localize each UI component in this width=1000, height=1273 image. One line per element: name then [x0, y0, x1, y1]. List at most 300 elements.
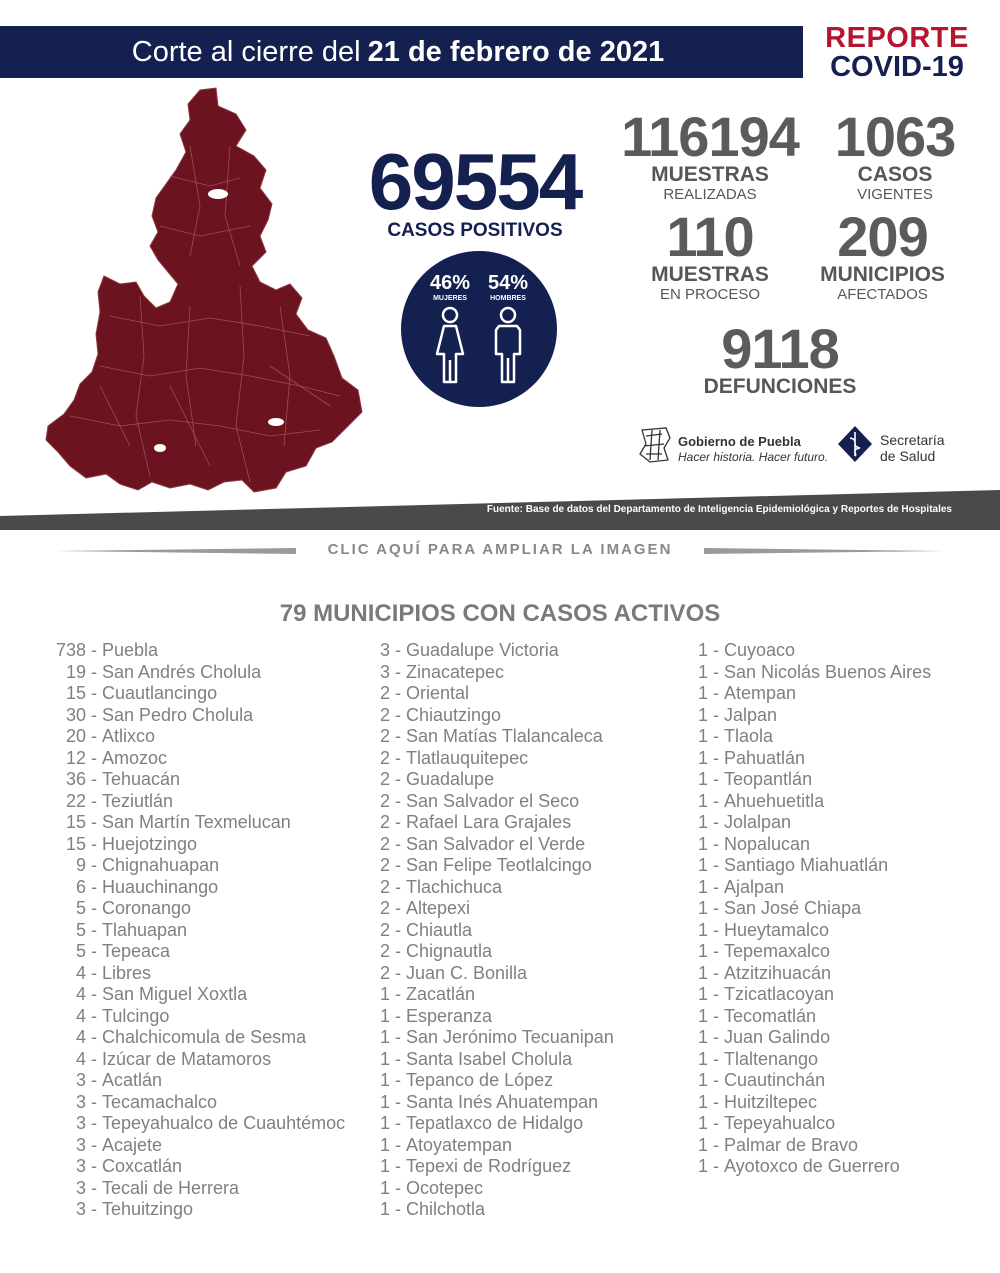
municipality-name: Tlahuapan — [102, 919, 188, 940]
stat-pending-label1: MUESTRAS — [651, 263, 769, 286]
municipality-name: Amozoc — [102, 747, 168, 768]
separator: - — [390, 683, 406, 703]
municipality-row — [44, 748, 345, 770]
separator: - — [708, 919, 724, 940]
stat-deaths-label1: DEFUNCIONES — [703, 375, 857, 398]
municipality-count: 4 — [75, 1048, 86, 1069]
report-badge — [812, 24, 982, 82]
separator: - — [390, 1027, 406, 1047]
municipality-count: 1 — [697, 1005, 708, 1026]
women-percent: 46% — [429, 272, 471, 294]
separator: - — [708, 898, 724, 918]
municipality-count: 1 — [697, 704, 708, 725]
municipality-count: 1 — [379, 1027, 390, 1047]
municipality-count: 1 — [697, 747, 708, 768]
municipality-count: 1 — [697, 962, 708, 983]
municipality-name: San José Chiapa — [724, 898, 862, 918]
municipality-count: 1 — [697, 661, 708, 682]
municipality-name: Cuautlancingo — [102, 683, 218, 703]
municipality-row — [358, 1027, 614, 1049]
separator: - — [86, 683, 102, 703]
municipality-row — [44, 640, 345, 662]
secretaria-salud-line2: de Salud — [880, 448, 936, 464]
municipality-name: Altepexi — [406, 898, 471, 918]
separator: - — [708, 876, 724, 897]
separator: - — [86, 1048, 102, 1069]
municipality-count: 2 — [379, 919, 390, 940]
municipality-name: San Pedro Cholula — [102, 704, 254, 725]
separator: - — [86, 1199, 102, 1219]
municipality-count: 1 — [697, 812, 708, 832]
municipality-row — [358, 662, 614, 684]
separator: - — [86, 661, 102, 682]
municipality-row — [694, 769, 931, 791]
municipality-name: Tepeaca — [102, 941, 171, 961]
municipality-name: Tlaltenango — [724, 1048, 819, 1069]
municipality-count: 1 — [697, 876, 708, 897]
municipality-count: 3 — [75, 1091, 86, 1112]
separator: - — [708, 1134, 724, 1155]
municipality-name: Santiago Miahuatlán — [724, 855, 889, 875]
municipality-count: 5 — [75, 898, 86, 918]
municipality-name: San Felipe Teotlalcingo — [406, 855, 592, 875]
separator: - — [86, 726, 102, 746]
logos — [636, 420, 976, 470]
separator: - — [86, 962, 102, 983]
municipality-count: 1 — [697, 1091, 708, 1112]
separator: - — [708, 1048, 724, 1069]
zoom-link-text: CLIC AQUÍ PARA AMPLIAR LA IMAGEN — [327, 541, 673, 558]
separator: - — [390, 790, 406, 811]
stat-samples-label2: REALIZADAS — [663, 186, 757, 203]
municipality-row — [44, 1006, 345, 1028]
municipality-count: 15 — [65, 683, 86, 703]
municipality-name: Palmar de Bravo — [724, 1134, 859, 1155]
municipality-row — [694, 748, 931, 770]
municipality-row — [358, 1113, 614, 1135]
municipality-name: Tepeyahualco de Cuauhtémoc — [102, 1113, 346, 1133]
municipality-count: 3 — [75, 1177, 86, 1198]
separator: - — [86, 833, 102, 854]
municipality-count: 1 — [379, 1156, 390, 1176]
municipality-count: 22 — [65, 790, 86, 811]
municipality-row — [44, 834, 345, 856]
municipality-count: 1 — [697, 919, 708, 940]
municipality-name: Tlaola — [724, 726, 774, 746]
municipality-count: 1 — [697, 790, 708, 811]
municipality-name: Ayotoxco de Guerrero — [724, 1156, 900, 1176]
separator: - — [390, 1177, 406, 1198]
municipality-name: Tecomatlán — [724, 1005, 817, 1026]
municipality-row — [358, 898, 614, 920]
municipality-row — [694, 963, 931, 985]
municipality-row — [358, 1049, 614, 1071]
municipality-column-2 — [358, 640, 614, 1221]
separator: - — [390, 1048, 406, 1069]
municipality-row — [44, 984, 345, 1006]
municipality-row — [44, 941, 345, 963]
municipality-row — [358, 1199, 614, 1221]
separator: - — [708, 704, 724, 725]
municipality-name: San Matías Tlalancaleca — [406, 726, 603, 746]
municipality-name: Chiautzingo — [406, 704, 502, 725]
municipality-name: Tulcingo — [102, 1005, 170, 1026]
municipality-row — [358, 791, 614, 813]
separator: - — [390, 1113, 406, 1133]
municipality-row — [694, 855, 931, 877]
separator: - — [390, 747, 406, 768]
separator: - — [86, 1005, 102, 1026]
municipality-count: 12 — [65, 747, 86, 768]
municipality-count: 1 — [697, 1156, 708, 1176]
municipality-row — [694, 1113, 931, 1135]
separator: - — [390, 769, 406, 789]
secretaria-salud-text — [880, 432, 945, 464]
municipality-name: Ajalpan — [724, 876, 785, 897]
municipality-row — [44, 920, 345, 942]
municipality-row — [358, 640, 614, 662]
stat-municipalities-value: 209 — [837, 205, 928, 268]
separator: - — [390, 726, 406, 746]
separator: - — [86, 704, 102, 725]
municipality-count: 1 — [697, 833, 708, 854]
municipality-count: 1 — [379, 1091, 390, 1112]
secretaria-salud-logo-icon — [836, 424, 874, 464]
stat-samples-value: 116194 — [621, 105, 799, 168]
separator: - — [708, 1027, 724, 1047]
gobierno-puebla-tagline: Hacer historia. Hacer futuro. — [678, 450, 829, 464]
municipality-name: Teziutlán — [102, 790, 174, 811]
municipality-count: 1 — [697, 898, 708, 918]
municipality-name: Juan C. Bonilla — [406, 962, 528, 983]
header-prefix: Corte al cierre del — [131, 35, 361, 68]
municipality-name: Tecamachalco — [102, 1091, 218, 1112]
separator: - — [708, 661, 724, 682]
separator: - — [708, 1156, 724, 1176]
municipality-name: Ocotepec — [406, 1177, 484, 1198]
municipality-count: 1 — [697, 941, 708, 961]
header-date: 21 de febrero de 2021 — [367, 35, 665, 68]
separator: - — [708, 1091, 724, 1112]
state-map-shape — [46, 88, 362, 492]
municipality-name: Tlachichuca — [406, 876, 503, 897]
municipality-name: Libres — [102, 962, 152, 983]
municipality-count: 738 — [55, 640, 86, 660]
municipality-row — [44, 1178, 345, 1200]
municipality-name: Zinacatepec — [406, 661, 505, 682]
separator: - — [390, 1091, 406, 1112]
municipality-row — [694, 1027, 931, 1049]
separator: - — [86, 898, 102, 918]
municipality-name: Cuyoaco — [724, 640, 796, 660]
stat-active-label2: VIGENTES — [857, 186, 933, 203]
municipality-name: Tepanco de López — [406, 1070, 554, 1090]
separator: - — [708, 790, 724, 811]
municipality-row — [694, 812, 931, 834]
zoom-image-link[interactable] — [0, 538, 1000, 564]
municipality-row — [358, 726, 614, 748]
municipality-count: 1 — [379, 1199, 390, 1219]
municipality-row — [358, 877, 614, 899]
municipality-name: San Jerónimo Tecuanipan — [406, 1027, 614, 1047]
municipality-name: Santa Inés Ahuatempan — [406, 1091, 599, 1112]
municipality-name: Tepemaxalco — [724, 941, 831, 961]
municipality-name: San Salvador el Seco — [406, 790, 580, 811]
gender-split-chart — [400, 250, 558, 408]
report-line1: REPORTE — [825, 22, 969, 54]
municipality-row — [694, 662, 931, 684]
municipality-row — [694, 705, 931, 727]
municipality-count: 19 — [65, 661, 86, 682]
municipality-name: Oriental — [406, 683, 470, 703]
separator: - — [708, 812, 724, 832]
municipality-row — [694, 941, 931, 963]
municipality-count: 5 — [75, 919, 86, 940]
municipality-name: Izúcar de Matamoros — [102, 1048, 272, 1069]
municipality-count: 1 — [697, 1048, 708, 1069]
municipality-count: 4 — [75, 962, 86, 983]
positive-cases-block — [345, 137, 605, 242]
separator: - — [86, 1027, 102, 1047]
municipality-count: 2 — [379, 747, 390, 768]
municipality-row — [694, 726, 931, 748]
municipality-row — [44, 705, 345, 727]
municipality-name: Atlixco — [102, 726, 156, 746]
active-municipalities-title: 79 MUNICIPIOS CON CASOS ACTIVOS — [279, 600, 721, 627]
separator: - — [390, 962, 406, 983]
municipality-count: 2 — [379, 898, 390, 918]
separator: - — [390, 1134, 406, 1155]
municipality-count: 1 — [697, 1027, 708, 1047]
separator: - — [86, 769, 102, 789]
municipality-name: Rafael Lara Grajales — [406, 812, 572, 832]
municipality-row — [694, 1006, 931, 1028]
municipality-name: Esperanza — [406, 1005, 493, 1026]
municipality-count: 4 — [75, 1027, 86, 1047]
municipality-count: 3 — [75, 1199, 86, 1219]
stat-samples — [615, 105, 805, 203]
municipality-count: 6 — [75, 876, 86, 897]
municipality-name: Santa Isabel Cholula — [406, 1048, 573, 1069]
municipality-name: Jolalpan — [724, 812, 792, 832]
municipality-count: 15 — [65, 833, 86, 854]
municipality-row — [358, 1070, 614, 1092]
municipality-count: 20 — [65, 726, 86, 746]
municipality-count: 1 — [379, 984, 390, 1004]
separator: - — [86, 1113, 102, 1133]
municipality-column-3 — [694, 640, 931, 1178]
stat-municipalities-label2: AFECTADOS — [837, 286, 928, 303]
stat-active-label1: CASOS — [857, 163, 933, 186]
municipality-row — [44, 683, 345, 705]
stat-pending-value: 110 — [666, 205, 754, 268]
separator: - — [708, 941, 724, 961]
municipality-name: Guadalupe — [406, 769, 495, 789]
municipality-count: 2 — [379, 790, 390, 811]
municipality-name: Acajete — [102, 1134, 163, 1155]
gobierno-puebla-title: Gobierno de Puebla — [678, 434, 801, 449]
separator: - — [708, 1113, 724, 1133]
municipality-name: San Miguel Xoxtla — [102, 984, 248, 1004]
municipality-column-1 — [44, 640, 345, 1221]
separator: - — [86, 1156, 102, 1176]
municipality-count: 36 — [65, 769, 86, 789]
municipality-count: 1 — [697, 1070, 708, 1090]
municipality-row — [358, 1006, 614, 1028]
separator: - — [708, 984, 724, 1004]
municipality-row — [694, 1070, 931, 1092]
municipality-name: Tehuitzingo — [102, 1199, 194, 1219]
municipality-count: 3 — [75, 1113, 86, 1133]
separator: - — [708, 747, 724, 768]
municipality-name: Atzitzihuacán — [724, 962, 832, 983]
separator: - — [86, 1134, 102, 1155]
municipality-row — [694, 834, 931, 856]
municipality-count: 1 — [379, 1070, 390, 1090]
municipality-count: 15 — [65, 812, 86, 832]
municipality-row — [694, 791, 931, 813]
separator: - — [86, 790, 102, 811]
municipality-row — [44, 662, 345, 684]
municipality-name: Hueytamalco — [724, 919, 830, 940]
separator: - — [708, 1005, 724, 1026]
municipality-count: 3 — [379, 640, 390, 660]
municipality-name: Huejotzingo — [102, 833, 198, 854]
municipality-name: Puebla — [102, 640, 159, 660]
municipality-name: Tlatlauquitepec — [406, 747, 529, 768]
municipality-count: 2 — [379, 704, 390, 725]
secretaria-salud-line1: Secretaría — [880, 432, 945, 448]
municipality-row — [358, 705, 614, 727]
separator: - — [708, 962, 724, 983]
municipality-row — [358, 1178, 614, 1200]
municipality-count: 2 — [379, 769, 390, 789]
municipality-count: 2 — [379, 683, 390, 703]
municipality-count: 2 — [379, 726, 390, 746]
municipality-count: 1 — [379, 1177, 390, 1198]
header-bar — [0, 26, 803, 78]
municipality-name: Chignahuapan — [102, 855, 220, 875]
separator: - — [708, 833, 724, 854]
separator: - — [708, 726, 724, 746]
municipality-row — [358, 941, 614, 963]
municipality-count: 1 — [697, 855, 708, 875]
municipality-count: 5 — [75, 941, 86, 961]
separator: - — [390, 876, 406, 897]
municipality-name: Zacatlán — [406, 984, 476, 1004]
municipality-name: Nopalucan — [724, 833, 811, 854]
municipality-row — [358, 1135, 614, 1157]
municipality-count: 2 — [379, 812, 390, 832]
municipality-name: San Salvador el Verde — [406, 833, 586, 854]
municipality-row — [694, 898, 931, 920]
municipality-row — [44, 1199, 345, 1221]
separator: - — [86, 919, 102, 940]
separator: - — [708, 683, 724, 703]
stat-municipalities — [805, 205, 960, 303]
municipality-name: Tepatlaxco de Hidalgo — [406, 1113, 584, 1133]
gobierno-puebla-logo-icon — [636, 424, 674, 466]
separator: - — [86, 812, 102, 832]
municipality-row — [44, 898, 345, 920]
municipality-row — [358, 769, 614, 791]
municipality-row — [44, 769, 345, 791]
separator: - — [390, 640, 406, 660]
municipality-count: 1 — [697, 1113, 708, 1133]
municipality-name: San Martín Texmelucan — [102, 812, 291, 832]
municipality-name: Chalchicomula de Sesma — [102, 1027, 307, 1047]
municipality-row — [44, 963, 345, 985]
separator: - — [86, 1091, 102, 1112]
municipality-row — [694, 920, 931, 942]
municipality-row — [694, 1135, 931, 1157]
separator: - — [86, 747, 102, 768]
municipality-count: 1 — [379, 1005, 390, 1026]
municipality-count: 1 — [379, 1048, 390, 1069]
separator: - — [708, 1070, 724, 1090]
separator: - — [86, 1177, 102, 1198]
municipality-name: San Andrés Cholula — [102, 661, 262, 682]
separator: - — [708, 640, 724, 660]
separator: - — [390, 919, 406, 940]
municipality-count: 4 — [75, 1005, 86, 1026]
municipality-count: 1 — [379, 1113, 390, 1133]
municipality-name: Pahuatlán — [724, 747, 806, 768]
separator: - — [86, 984, 102, 1004]
municipality-count: 1 — [697, 726, 708, 746]
municipality-name: Tehuacán — [102, 769, 181, 789]
separator: - — [390, 661, 406, 682]
municipality-count: 1 — [697, 1134, 708, 1155]
municipality-row — [44, 1049, 345, 1071]
positive-cases-value: 69554 — [368, 137, 582, 226]
municipality-row — [44, 1070, 345, 1092]
municipality-name: San Nicolás Buenos Aires — [724, 661, 932, 682]
municipality-name: Coronango — [102, 898, 192, 918]
municipality-name: Huitziltepec — [724, 1091, 818, 1112]
municipality-row — [694, 1156, 931, 1178]
municipality-row — [44, 855, 345, 877]
municipality-count: 4 — [75, 984, 86, 1004]
separator: - — [390, 812, 406, 832]
municipality-row — [358, 920, 614, 942]
municipality-row — [358, 855, 614, 877]
source-note: Fuente: Base de datos del Departamento de Inteligencia Epidemiológica y Reportes de Hospitales — [486, 504, 952, 515]
separator: - — [390, 1156, 406, 1176]
stat-municipalities-label1: MUNICIPIOS — [820, 263, 945, 286]
municipality-row — [44, 812, 345, 834]
stat-pending — [615, 205, 805, 303]
municipality-name: Chignautla — [406, 941, 493, 961]
municipality-name: Tepeyahualco — [724, 1113, 836, 1133]
municipality-name: Chilchotla — [406, 1199, 486, 1219]
municipality-name: Guadalupe Victoria — [406, 640, 559, 660]
municipality-count: 30 — [65, 704, 86, 725]
municipality-row — [44, 726, 345, 748]
municipality-name: Coxcatlán — [102, 1156, 183, 1176]
municipality-count: 1 — [697, 984, 708, 1004]
municipality-row — [44, 1092, 345, 1114]
municipality-count: 3 — [75, 1156, 86, 1176]
municipality-row — [358, 1156, 614, 1178]
municipality-name: Tepexi de Rodríguez — [406, 1156, 572, 1176]
separator: - — [390, 984, 406, 1004]
municipality-name: Acatlán — [102, 1070, 163, 1090]
municipality-count: 1 — [697, 769, 708, 789]
municipality-row — [694, 984, 931, 1006]
municipality-count: 2 — [379, 962, 390, 983]
stat-active — [820, 105, 970, 203]
